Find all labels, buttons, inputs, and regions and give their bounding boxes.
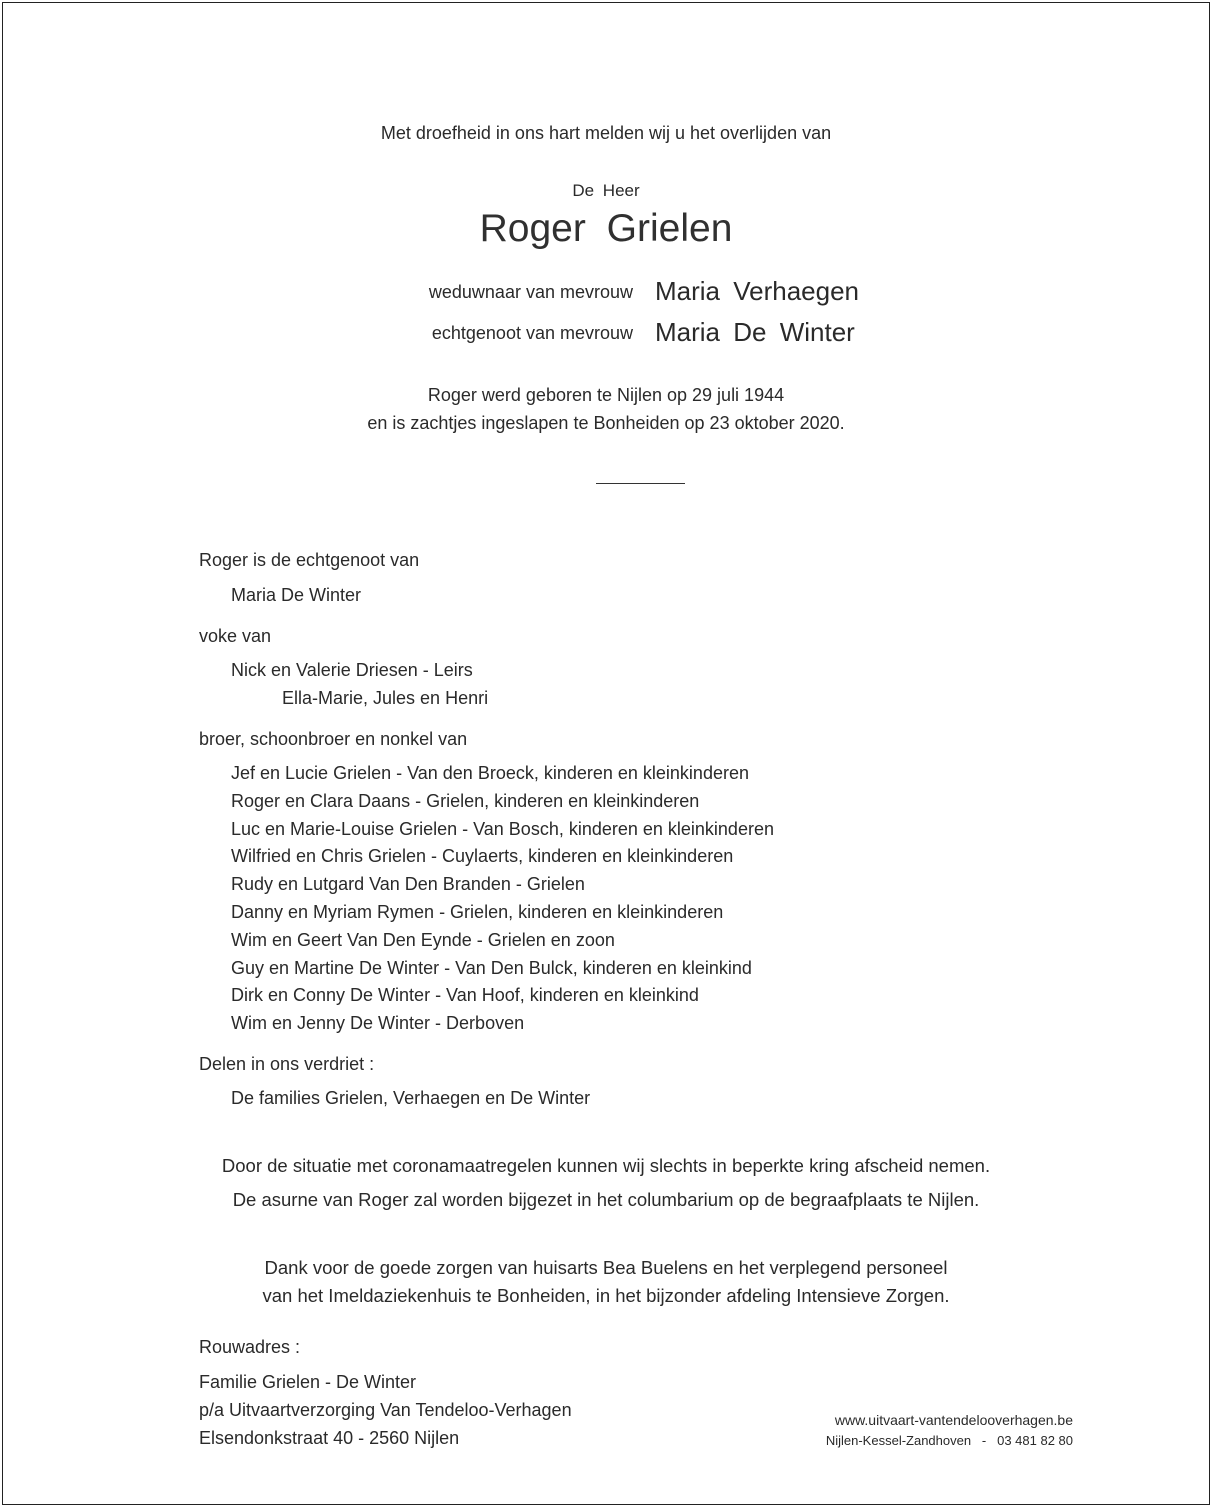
life-dates: [3, 381, 1209, 437]
list-item: Roger en Clara Daans - Grielen, kinderen en kleinkinderen: [231, 791, 700, 811]
deceased-title: De Heer: [572, 181, 640, 200]
spouse-label: echtgenoot van mevrouw: [431, 323, 633, 343]
funeral-home-contact: Nijlen-Kessel-Zandhoven - 03 481 82 80: [825, 1433, 1073, 1448]
list-item: Guy en Martine De Winter - Van Den Bulck, kinderen en kleinkind: [231, 958, 752, 978]
spouse-row-husband: [3, 312, 1209, 348]
list-item: Wilfried en Chris Grielen - Cuylaerts, kinderen en kleinkinderen: [231, 846, 734, 866]
funeral-home-website[interactable]: www.uitvaart-vantendelooverhagen.be: [834, 1412, 1073, 1428]
spouse-heading: Roger is de echtgenoot van: [199, 550, 420, 570]
section-divider: [596, 483, 685, 484]
list-item: Dirk en Conny De Winter - Van Hoof, kinderen en kleinkind: [231, 985, 699, 1005]
siblings-heading: broer, schoonbroer en nonkel van: [199, 729, 468, 749]
deceased-name: Roger Grielen: [479, 207, 733, 250]
foster-couple: Nick en Valerie Driesen - Leirs: [231, 660, 473, 680]
address-line: Familie Grielen - De Winter: [199, 1372, 417, 1392]
list-item: Luc en Marie-Louise Grielen - Van Bosch, kinderen en kleinkinderen: [231, 819, 774, 839]
spouse-entry: Maria De Winter: [231, 585, 362, 605]
address-heading: Rouwadres :: [199, 1337, 301, 1357]
foster-heading: voke van: [199, 626, 272, 646]
spouse-name: Maria De Winter: [655, 317, 855, 347]
columbarium-notice: De asurne van Roger zal worden bijgezet in het columbarium op de begraafplaats te Nijlen.: [232, 1189, 980, 1210]
address-line: p/a Uitvaartverzorging Van Tendeloo-Verhagen: [199, 1400, 572, 1420]
corona-notice: Door de situatie met coronamaatregelen kunnen wij slechts in beperkte kring afscheid nemen.: [221, 1155, 991, 1176]
spouse-name: Maria Verhaegen: [655, 276, 860, 306]
spouse-label: weduwnaar van mevrouw: [428, 282, 633, 302]
intro-text: Met droefheid in ons hart melden wij u het overlijden van: [380, 123, 832, 143]
list-item: Danny en Myriam Rymen - Grielen, kinderen en kleinkinderen: [231, 902, 724, 922]
list-item: Rudy en Lutgard Van Den Branden - Grielen: [231, 874, 585, 894]
list-item: Wim en Geert Van Den Eynde - Grielen en zoon: [231, 930, 615, 950]
share-heading: Delen in ons verdriet :: [199, 1054, 375, 1074]
share-entry: De families Grielen, Verhaegen en De Winter: [231, 1088, 591, 1108]
list-item: Jef en Lucie Grielen - Van den Broeck, kinderen en kleinkinderen: [231, 763, 749, 783]
thanks-line-2: van het Imeldaziekenhuis te Bonheiden, in het bijzonder afdeling Intensieve Zorgen.: [262, 1285, 950, 1306]
death-line: en is zachtjes ingeslapen te Bonheiden op 23 oktober 2020.: [367, 413, 845, 433]
death-notice-card: [2, 2, 1210, 1505]
foster-children: Ella-Marie, Jules en Henri: [282, 688, 489, 708]
birth-line: Roger werd geboren te Nijlen op 29 juli 1944: [427, 385, 785, 405]
address-line: Elsendonkstraat 40 - 2560 Nijlen: [199, 1428, 460, 1448]
spouse-row-widower: [3, 271, 1209, 307]
thanks-line-1: Dank voor de goede zorgen van huisarts Bea Buelens en het verplegend personeel: [264, 1257, 948, 1278]
list-item: Wim en Jenny De Winter - Derboven: [231, 1013, 525, 1033]
